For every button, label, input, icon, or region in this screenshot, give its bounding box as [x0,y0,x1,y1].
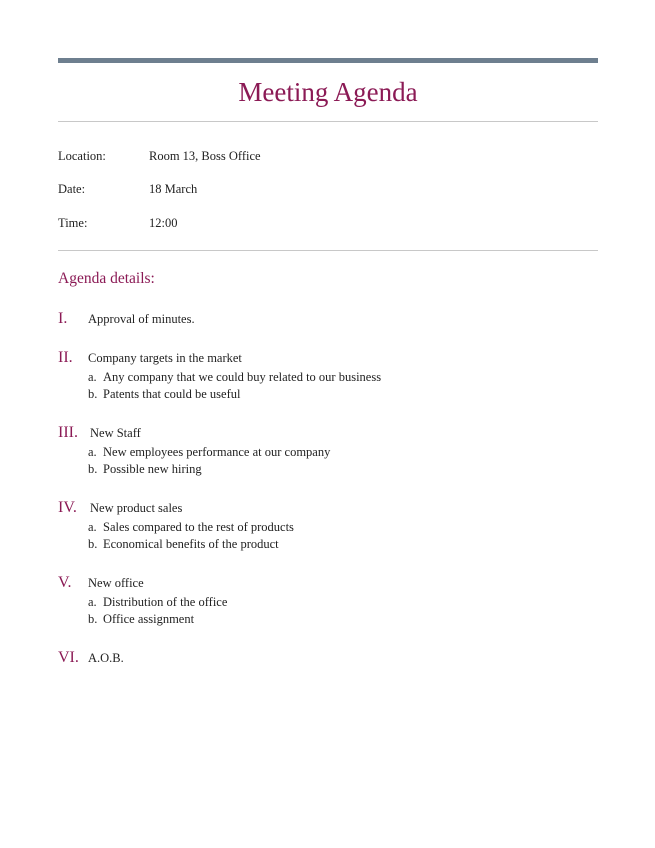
location-value: Room 13, Boss Office [149,149,261,163]
subitem-text: Office assignment [103,612,195,626]
title-divider [58,121,598,122]
meta-divider [58,250,598,251]
agenda-item-numeral: IV. [58,499,77,516]
subitem-letter: a. [88,445,97,459]
location-row [58,146,598,166]
date-value: 18 March [149,182,198,196]
time-row [58,213,598,233]
subitem-text: Any company that we could buy related to our business [103,370,382,384]
subitem-letter: b. [88,537,98,551]
agenda-item-numeral: V. [58,574,72,591]
subitem-letter: a. [88,595,97,609]
agenda-subitem [88,535,279,553]
subitem-text: Patents that could be useful [103,387,241,401]
date-row [58,179,598,199]
page-title: Meeting Agenda [238,77,418,107]
agenda-item-text: Approval of minutes. [88,312,195,326]
agenda-item-text: New product sales [90,501,183,515]
top-rule [58,58,598,63]
subitem-text: Distribution of the office [103,595,228,609]
agenda-item-numeral: I. [58,310,68,327]
date-label: Date: [58,182,86,196]
agenda-subitem [88,593,227,611]
agenda-subitem [88,610,194,628]
agenda-item-numeral: VI. [58,649,79,666]
subitem-letter: a. [88,520,97,534]
agenda-subitem [88,518,294,536]
subitem-text: Economical benefits of the product [103,537,279,551]
subitem-letter: b. [88,462,98,476]
time-value: 12:00 [149,216,178,230]
agenda-item-text: New office [88,576,144,590]
agenda-item-text: New Staff [90,426,141,440]
location-label: Location: [58,149,106,163]
agenda-subitem [88,443,330,461]
subitem-text: New employees performance at our company [103,445,331,459]
subitem-text: Possible new hiring [103,462,202,476]
subitem-letter: b. [88,612,98,626]
subitem-letter: a. [88,370,97,384]
subitem-text: Sales compared to the rest of products [103,520,294,534]
section-heading: Agenda details: [58,270,155,287]
time-label: Time: [58,216,88,230]
subitem-letter: b. [88,387,98,401]
agenda-item-numeral: III. [58,424,78,441]
agenda-subitem [88,460,202,478]
agenda-item-text: Company targets in the market [88,351,242,365]
agenda-item-numeral: II. [58,349,73,366]
agenda-subitem [88,368,381,386]
agenda-item-text: A.O.B. [88,651,124,665]
agenda-subitem [88,385,240,403]
